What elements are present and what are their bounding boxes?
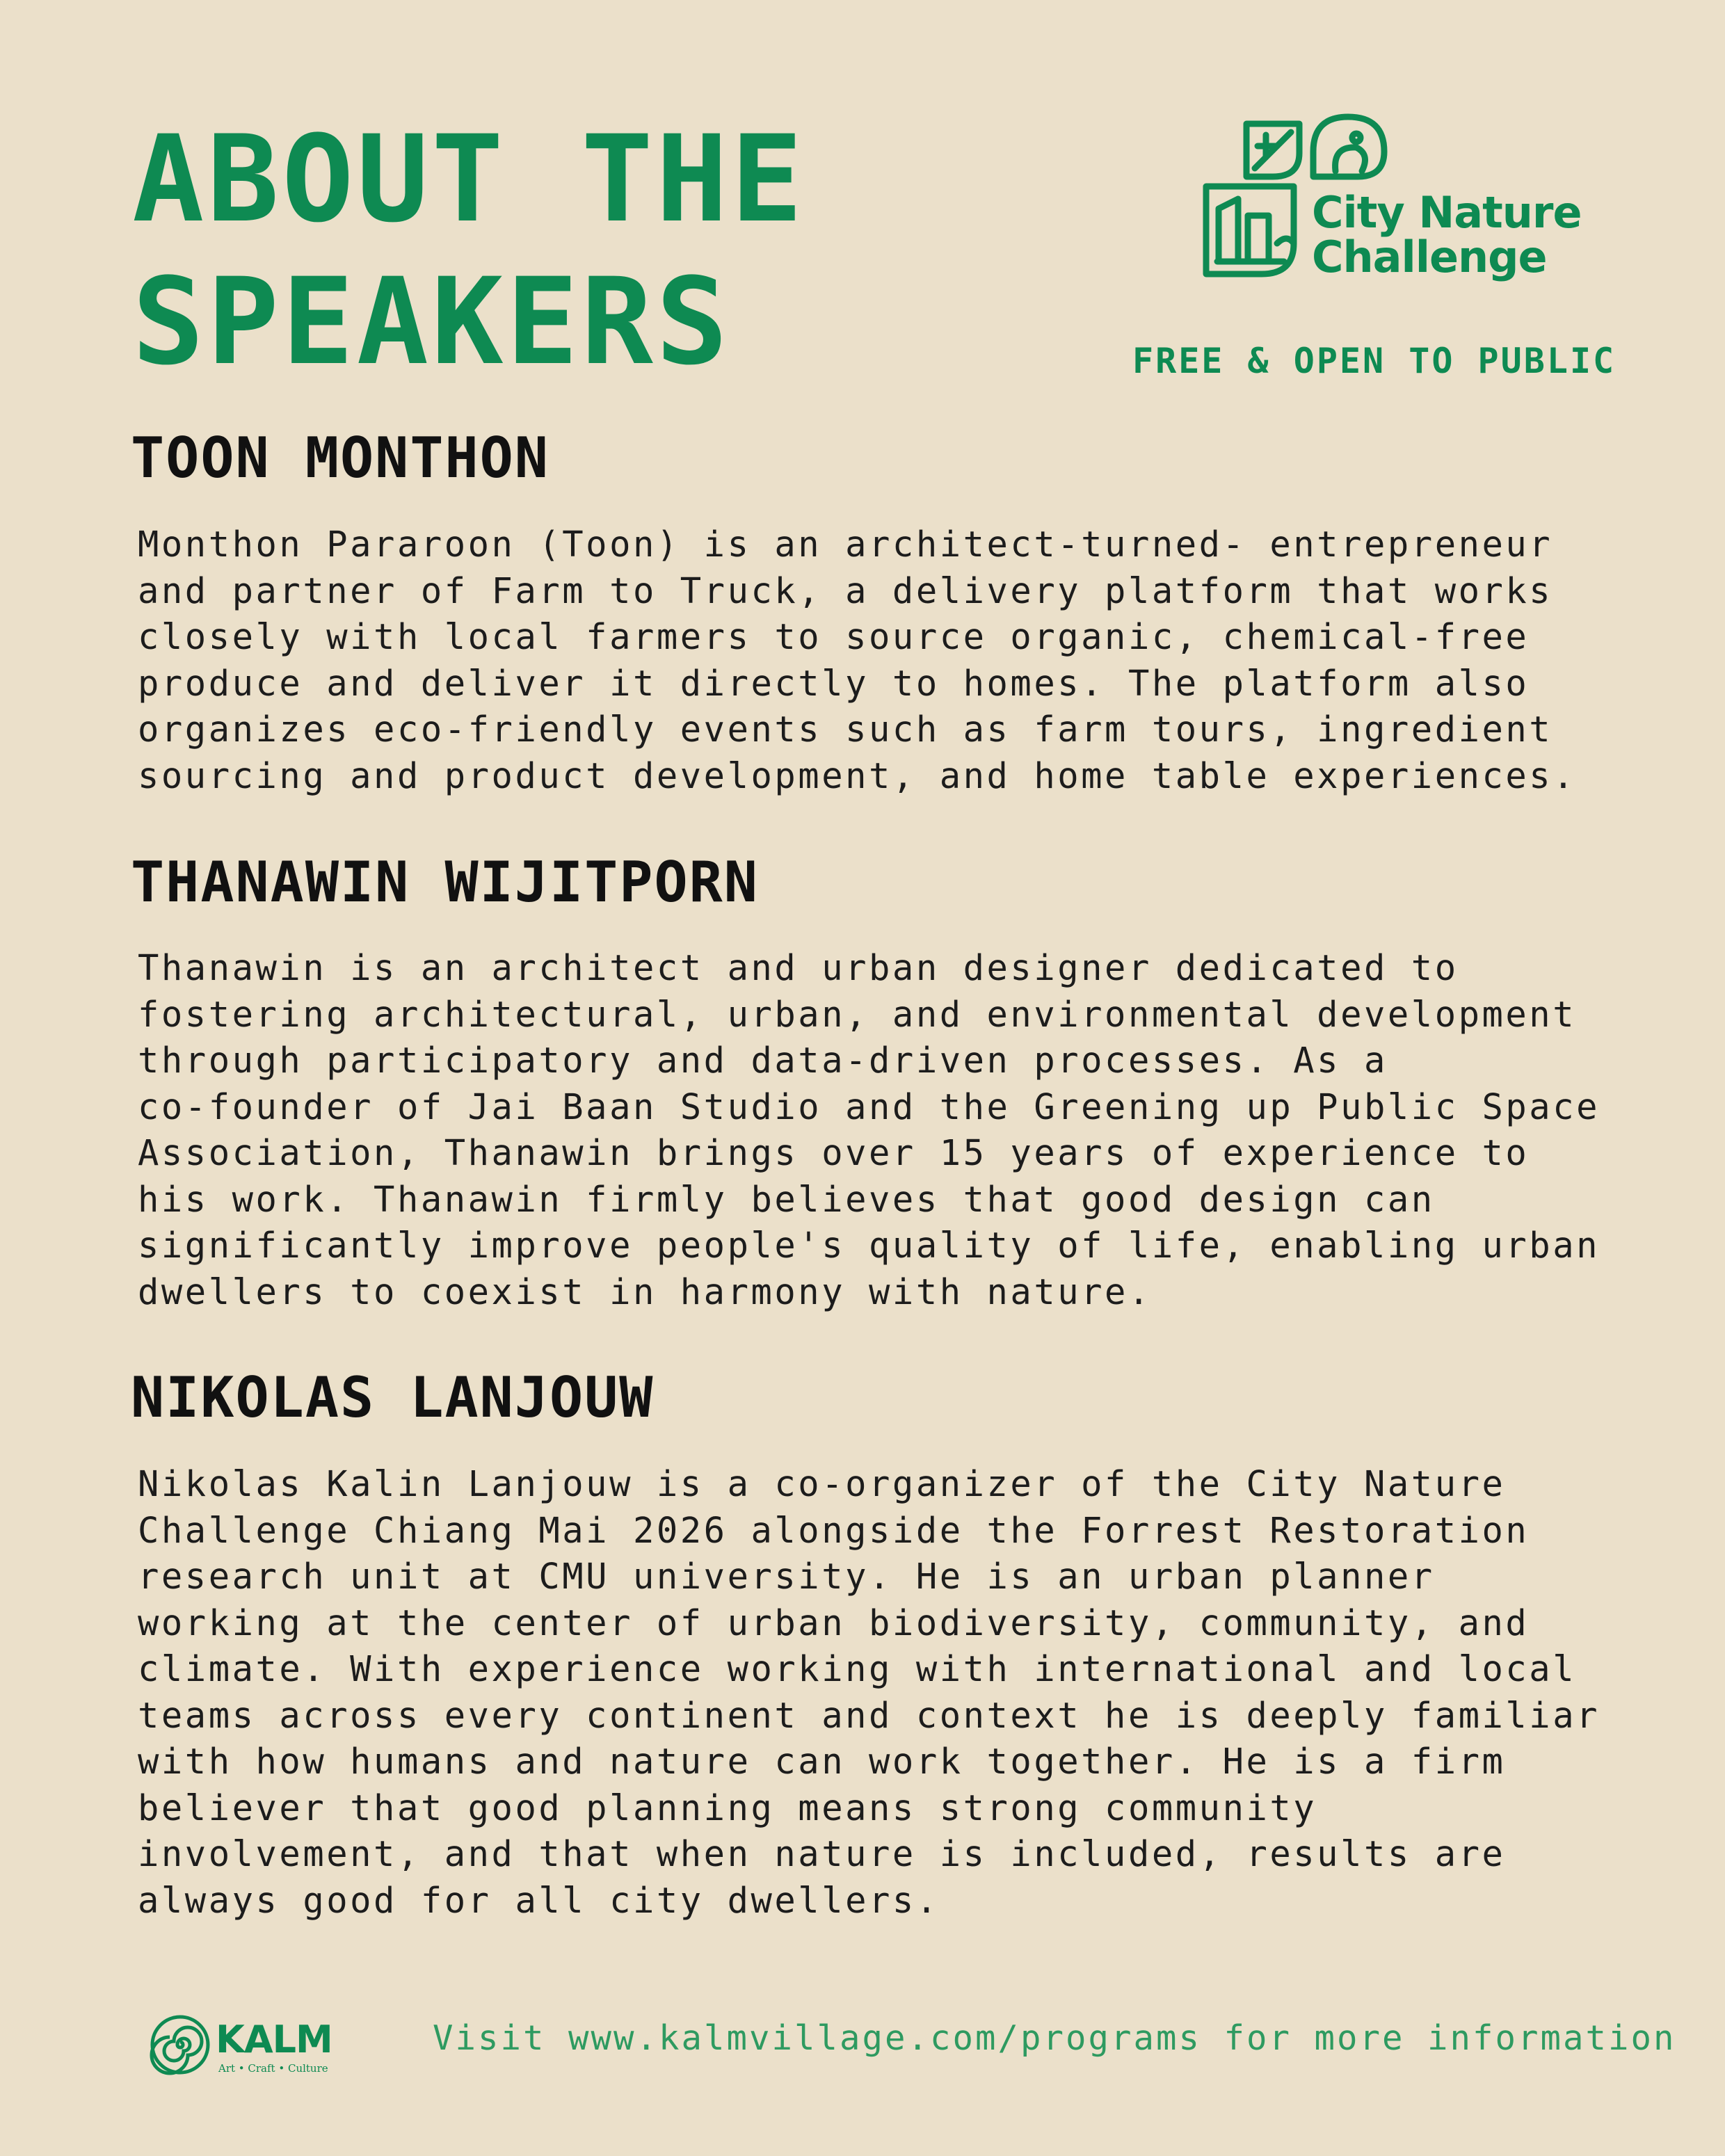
speaker-bio-2: Thanawin is an architect and urban designer dedicated to fostering architectural, urban, and environmental development through participatory and data-driven processes. As a co-founder of Jai Baan Studio and the Greening up Public Space Association, Thanawin brings over 15 years of experience to his work. Thanawin firmly believes that good design can significantly improve people's quality of life, enabling urban dwellers to coexist in harmony with nature. [138, 947, 1600, 1312]
speaker-name-3: NIKOLAS LANJOUW [131, 1365, 655, 1430]
kalm-wordmark: KALM [216, 2018, 332, 2061]
spiral-icon [149, 2013, 211, 2076]
title-line-1: ABOUT THE [132, 109, 805, 249]
kalm-logo [149, 2013, 351, 2076]
logo-wordmark [1312, 187, 1582, 282]
title-line-2: SPEAKERS [132, 252, 731, 392]
logo-text-line-1: City Nature [1312, 187, 1582, 238]
speaker-name-2: THANAWIN WIJITPORN [131, 850, 759, 915]
city-nature-challenge-logo [1196, 104, 1586, 299]
logo-text-line-2: Challenge [1312, 232, 1547, 282]
speaker-name-1: TOON MONTHON [131, 426, 549, 490]
page-title [132, 108, 805, 393]
speaker-bio-1: Monthon Pararoon (Toon) is an architect-turned- entrepreneur and partner of Farm to Truck, a delivery platform that works closely with local farmers to source organic, chemical-free produce and deliver it directly to homes. The platform also organizes eco-friendly events such as farm tours, ingredient sourcing and product development, and home table experiences. [138, 524, 1577, 796]
footer-info-text: Visit www.kalmvillage.com/programs for more information [433, 2018, 1676, 2058]
speaker-bio-3: Nikolas Kalin Lanjouw is a co-organizer of the City Nature Challenge Chiang Mai 2026 alongside the Forrest Restoration research unit at CMU university. He is an urban planner working at the center of urban biodiversity, community, and climate. With experience working with international and local teams across every continent and context he is deeply familiar with how humans and nature can work together. He is a firm believer that good planning means strong community involvement, and that when nature is included, results are always good for all city dwellers. [138, 1463, 1600, 1921]
free-open-tagline: FREE & OPEN TO PUBLIC [1132, 341, 1616, 381]
kalm-tagline: Art • Craft • Culture [218, 2062, 328, 2075]
